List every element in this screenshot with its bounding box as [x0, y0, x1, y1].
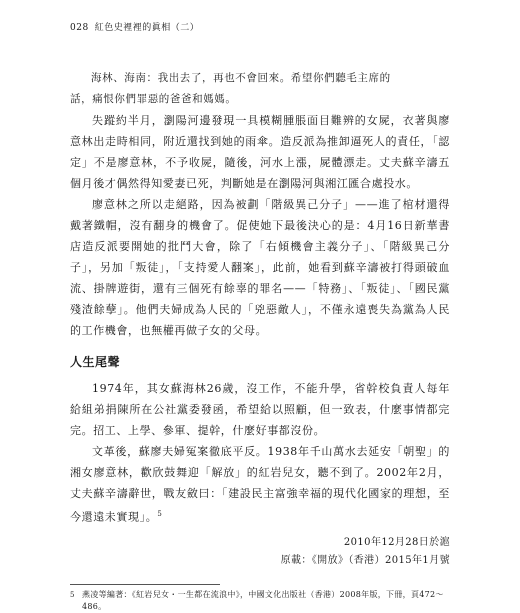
footnote — [70, 589, 450, 613]
paragraph: 失蹤約半月，瀏陽河邊發現一具模糊腫脹面目難辨的女屍，衣著與廖意林出走時相同，附近還找到她的雨傘。造反派為推卸逼死人的責任，「認定」不是廖意林，不予收屍，隨後，河水上漲，屍體漂走。丈夫蘇辛濤五個月後才偶然得知愛妻已死，判斷她是在瀏陽河與湘江匯合處投水。 — [70, 114, 450, 190]
poem-line-1: 海林、海南：我出去了，再也不會回來。希望你們聽毛主席的 — [91, 72, 391, 84]
running-header — [70, 20, 450, 33]
paragraph — [70, 441, 450, 528]
footnote-text: 燕凌等編著：《紅岩兒女・一生都在流浪中》，中國文化出版社（香港）2008年版，下冊，頁472～486。 — [82, 589, 444, 611]
footnote-number: 5 — [70, 590, 75, 599]
book-title: 紅色史裡裡的眞相（二） — [94, 23, 200, 33]
signature-block — [70, 534, 450, 570]
paragraph-text: 文革後，蘇廖夫婦冤案徹底平反。1938年千山萬水去延安「朝聖」的湘女廖意林，歡欣鼓舞迎「解放」的紅岩兒女，聽不到了。2002年2月，丈夫蘇辛濤辭世，戰友斂曰：「建設民主富強幸福的現代化國家的理想，至今還遠未實現」。 — [70, 445, 450, 524]
footnote-divider — [70, 584, 220, 585]
signature-date: 2010年12月28日於滬 — [343, 536, 450, 548]
footnote-marker: 5 — [157, 510, 163, 518]
paragraph: 廖意林之所以走絕路，因為被劃「階級異己分子」——進了棺材還得戴著鐵帽，沒有翻身的機會了。促使她下最後決心的是：4月16日新華書店造反派要開她的批鬥大會，除了「右傾機會主義分子」、「階級異己分子」，另加「叛徒」，「支持愛人翻案」，此前，她看到蘇辛濤被打得頭破血流、掛牌遊街，還有三個死有餘辜的罪名——「特務」、「叛徒」、「國民黨殘渣餘孽」。他們夫婦成為人民的「兇惡敵人」，不僅永遠喪失為黨為人民的工作機會，也無權再做子女的父母。 — [70, 198, 450, 337]
poem-line-2: 話，痛恨你們罪惡的爸爸和媽媽。 — [70, 93, 237, 105]
page-body — [70, 68, 450, 613]
paragraph: 1974年，其女蘇海林26歲，沒工作，不能升學，省幹校負責人每年給組弟捐陳所在公社黨委發函，希望給以照顧，但一致表，什麼事情都完完。招工、上學、參軍、提幹，什麼好事都沒份。 — [70, 382, 450, 437]
signature-source: 原載：《開放》（香港）2015年1月號 — [280, 554, 450, 566]
section-heading: 人生尾聲 — [70, 355, 121, 369]
page-number: 028 — [70, 23, 89, 33]
